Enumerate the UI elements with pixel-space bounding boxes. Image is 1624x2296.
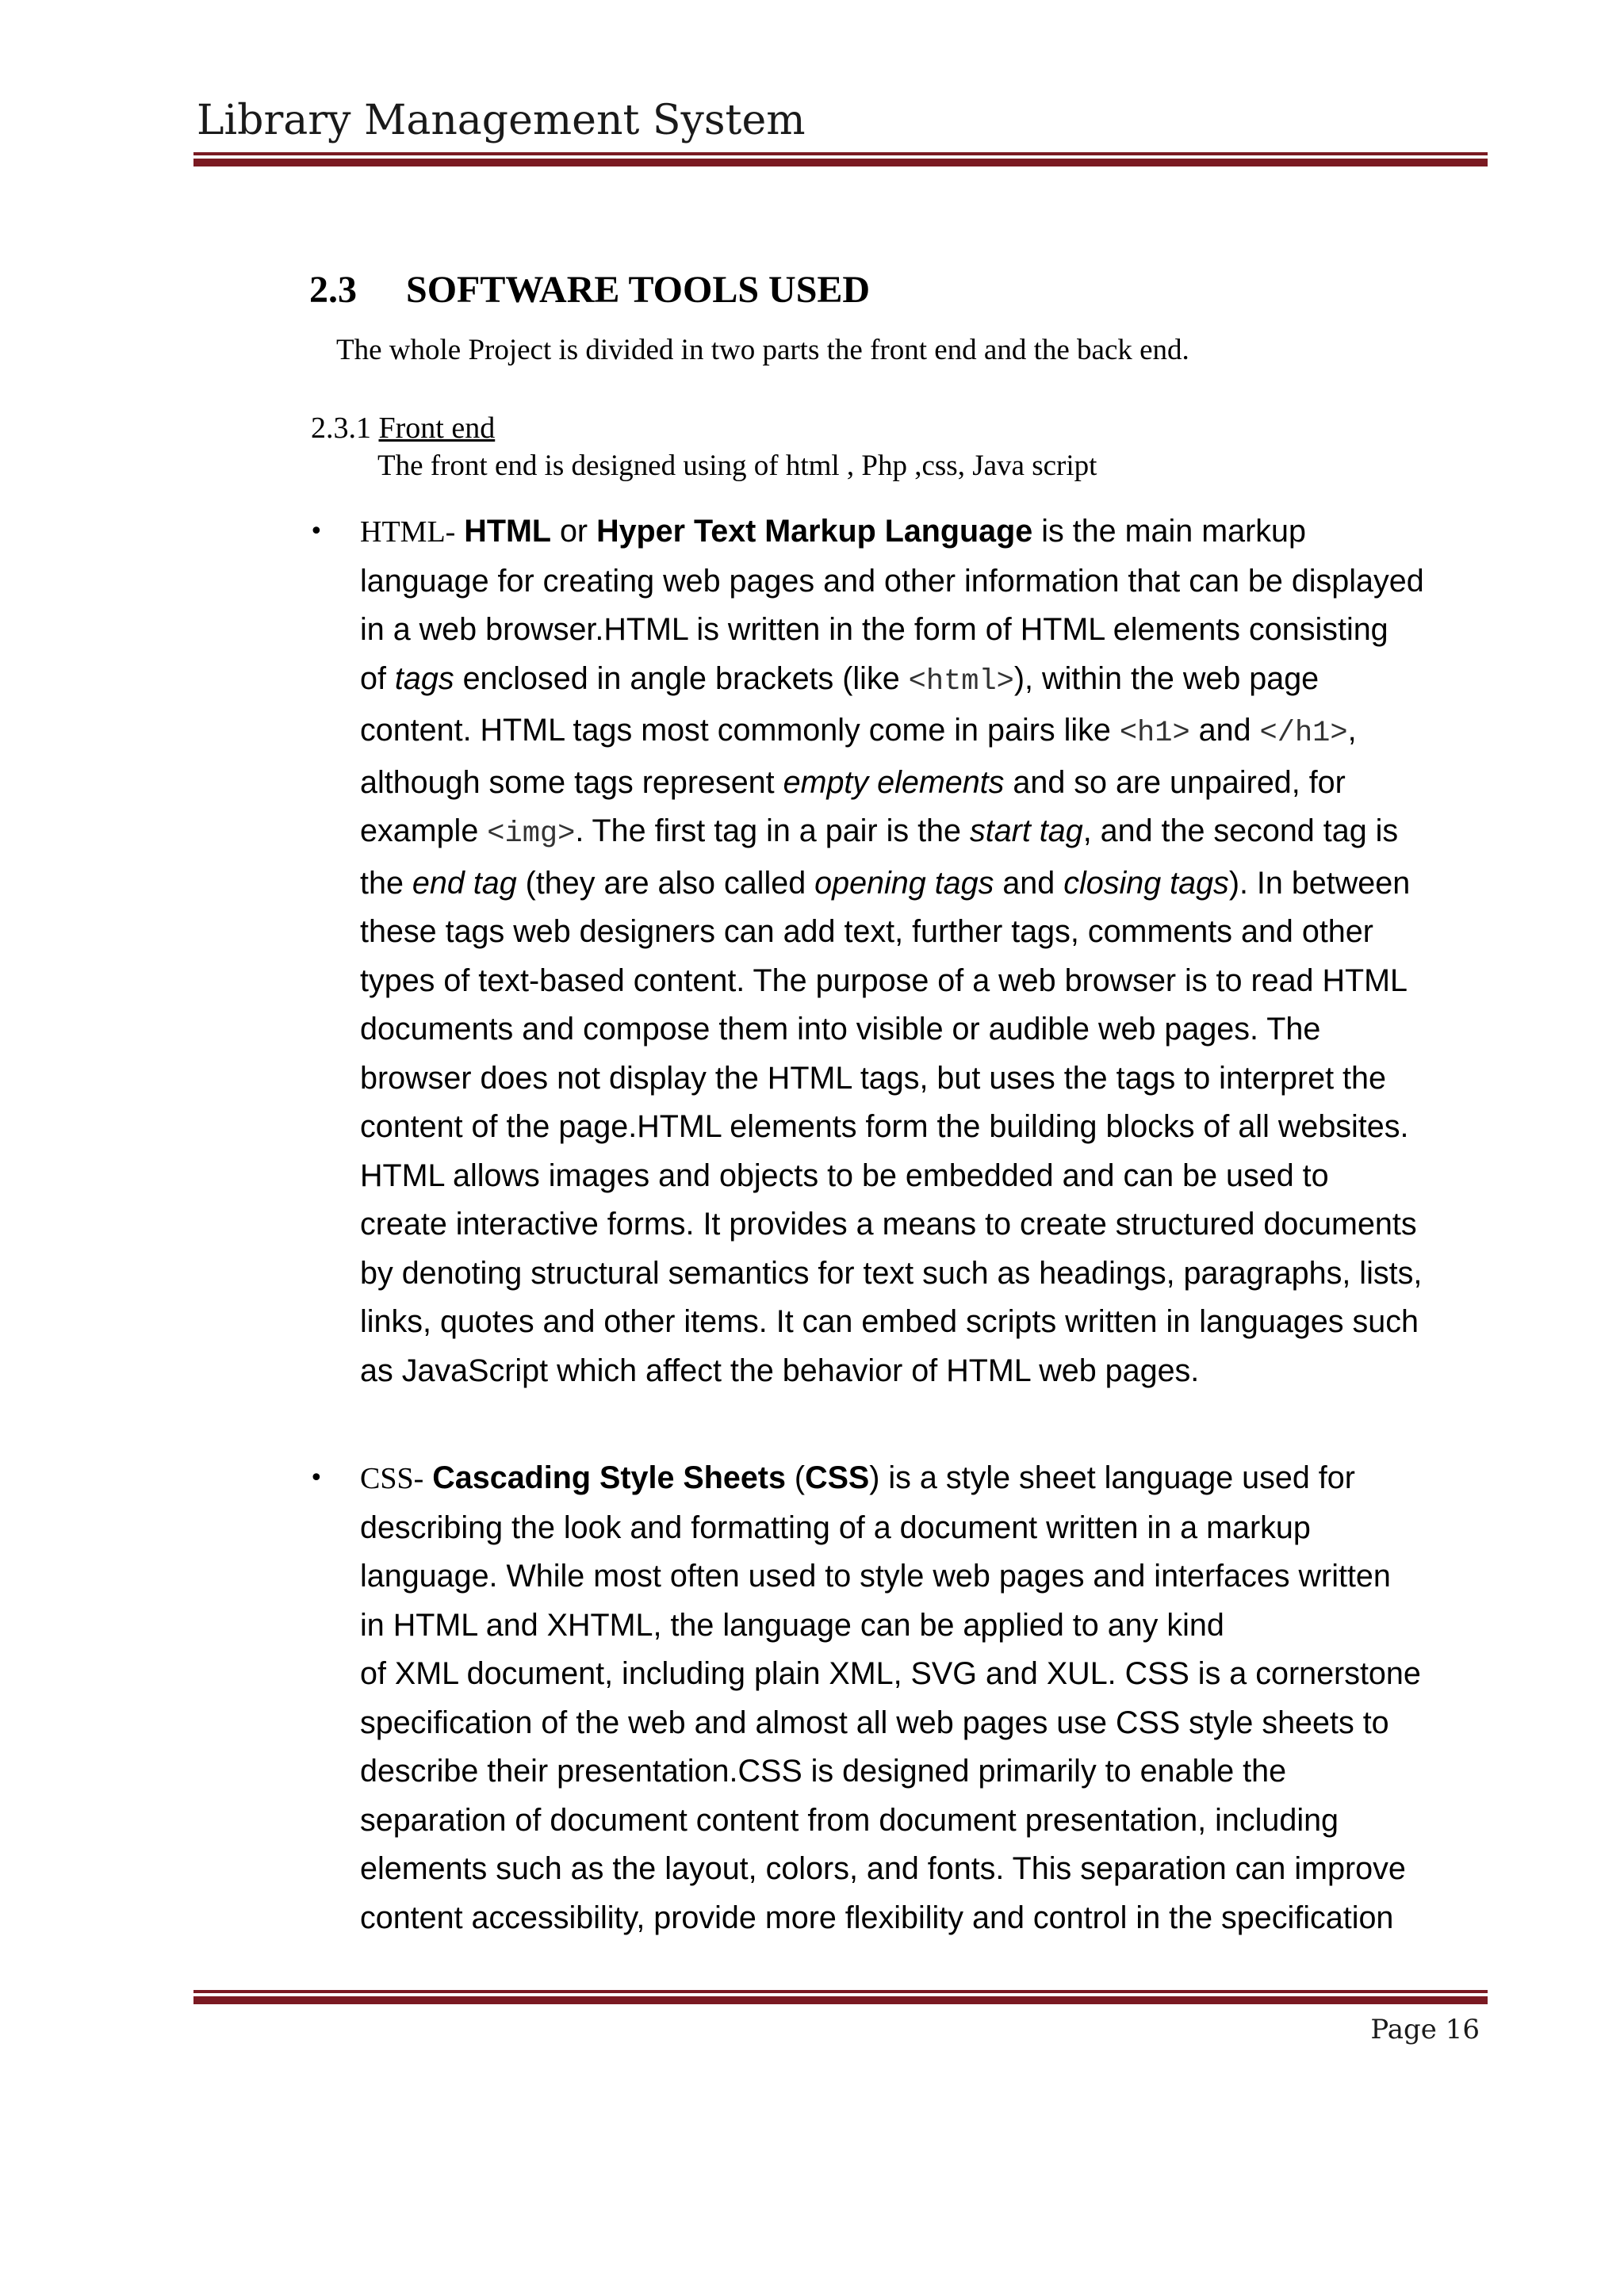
- bullet-icon: •: [309, 518, 324, 545]
- code-tag: <h1>: [1119, 717, 1190, 750]
- text-line: [360, 1454, 1549, 1504]
- text-run: ) is a style sheet language used for: [869, 1460, 1355, 1495]
- subsection-title: Front end: [378, 411, 496, 445]
- bullet-lead: CSS-: [360, 1462, 424, 1495]
- footer-rule: [193, 1990, 1488, 2004]
- term-bold: CSS: [805, 1460, 870, 1495]
- text-line: separation of document content from document presentation, including: [360, 1802, 1339, 1838]
- code-tag: <html>: [908, 664, 1014, 698]
- term-italic: empty elements: [783, 764, 1005, 800]
- term-italic: tags: [394, 660, 454, 696]
- text-line: HTML allows images and objects to be embedded and can be used to: [360, 1158, 1329, 1193]
- text-run: the: [360, 865, 412, 901]
- bullet-lead: HTML-: [360, 515, 456, 549]
- term-italic: start tag: [969, 813, 1083, 848]
- text-line: describe their presentation.CSS is designed primarily to enable the: [360, 1754, 1287, 1789]
- term-italic: closing tags: [1063, 865, 1229, 901]
- page-number: Page 16: [1370, 2014, 1480, 2045]
- section-number: 2.3: [309, 269, 357, 311]
- section-intro: The whole Project is divided in two parts the front end and the back end.: [336, 334, 1189, 366]
- text-line: specification of the web and almost all web pages use CSS style sheets to: [360, 1705, 1389, 1740]
- text-run: ). In between: [1228, 865, 1411, 901]
- text-run: (they are also called: [516, 865, 815, 901]
- text-line: documents and compose them into visible or audible web pages. The: [360, 1012, 1321, 1047]
- text-line: create interactive forms. It provides a means to create structured documents: [360, 1207, 1417, 1242]
- text-line: elements such as the layout, colors, and fonts. This separation can improve: [360, 1851, 1406, 1886]
- bullet-html-text: [360, 507, 1549, 1395]
- text-line: as JavaScript which affect the behavior of HTML web pages.: [360, 1353, 1200, 1388]
- text-run: and: [994, 865, 1064, 901]
- text-run: is the main markup: [1032, 514, 1306, 549]
- text-line: [360, 859, 1549, 909]
- bullet-css-text: [360, 1454, 1549, 1942]
- text-line: [360, 507, 1549, 557]
- text-line: browser does not display the HTML tags, but uses the tags to interpret the: [360, 1060, 1386, 1096]
- subsection-number: 2.3.1: [311, 411, 371, 445]
- subsection-intro: The front end is designed using of html , Php ,css, Java script: [377, 450, 1097, 482]
- text-line: links, quotes and other items. It can embed scripts written in languages such: [360, 1304, 1419, 1339]
- text-run: or: [550, 514, 597, 549]
- bullet-icon: •: [309, 1464, 324, 1492]
- section-title: SOFTWARE TOOLS USED: [406, 269, 871, 311]
- text-line: in HTML and XHTML, the language can be applied to any kind: [360, 1607, 1224, 1643]
- text-run: example: [360, 813, 488, 848]
- text-line: [360, 759, 1549, 808]
- text-run: and so are unpaired, for: [1004, 764, 1346, 800]
- header-rule: [193, 152, 1488, 166]
- term-italic: end tag: [412, 865, 517, 901]
- text-run: (: [785, 1460, 806, 1495]
- text-line: of XML document, including plain XML, SVG and XUL. CSS is a cornerstone: [360, 1656, 1421, 1691]
- running-header-title: Library Management System: [197, 97, 806, 144]
- text-line: by denoting structural semantics for text such as headings, paragraphs, lists,: [360, 1255, 1423, 1291]
- text-line: language. While most often used to style web pages and interfaces written: [360, 1559, 1391, 1594]
- text-run: although some tags represent: [360, 764, 783, 800]
- text-line: in a web browser.HTML is written in the form of HTML elements consisting: [360, 612, 1388, 647]
- term-bold: Cascading Style Sheets: [432, 1460, 786, 1495]
- section-heading: [309, 268, 870, 312]
- text-line: [360, 706, 1549, 759]
- term-bold: HTML: [464, 514, 551, 549]
- code-tag: <img>: [487, 817, 576, 851]
- text-line: [360, 655, 1549, 707]
- text-run: content. HTML tags most commonly come in pairs like: [360, 713, 1120, 748]
- text-run: enclosed in angle brackets (like: [454, 660, 909, 696]
- text-line: [360, 807, 1549, 859]
- text-line: these tags web designers can add text, further tags, comments and other: [360, 914, 1373, 949]
- text-run: . The first tag in a pair is the: [575, 813, 970, 848]
- term-bold: Hyper Text Markup Language: [596, 514, 1033, 549]
- text-run: , and the second tag is: [1082, 813, 1399, 848]
- text-line: types of text-based content. The purpose of a web browser is to read HTML: [360, 962, 1408, 998]
- text-line: describing the look and formatting of a document written in a markup: [360, 1510, 1311, 1545]
- text-run: and: [1189, 713, 1260, 748]
- text-line: language for creating web pages and other information that can be displayed: [360, 563, 1424, 599]
- text-run: of: [360, 660, 395, 696]
- term-italic: opening tags: [814, 865, 994, 901]
- text-line: content of the page.HTML elements form the building blocks of all websites.: [360, 1109, 1409, 1144]
- code-tag: </h1>: [1259, 717, 1348, 750]
- subsection-heading: [311, 411, 495, 446]
- text-run: ,: [1347, 713, 1357, 748]
- text-run: ), within the web page: [1013, 660, 1320, 696]
- text-line: content accessibility, provide more flexibility and control in the specification: [360, 1900, 1394, 1935]
